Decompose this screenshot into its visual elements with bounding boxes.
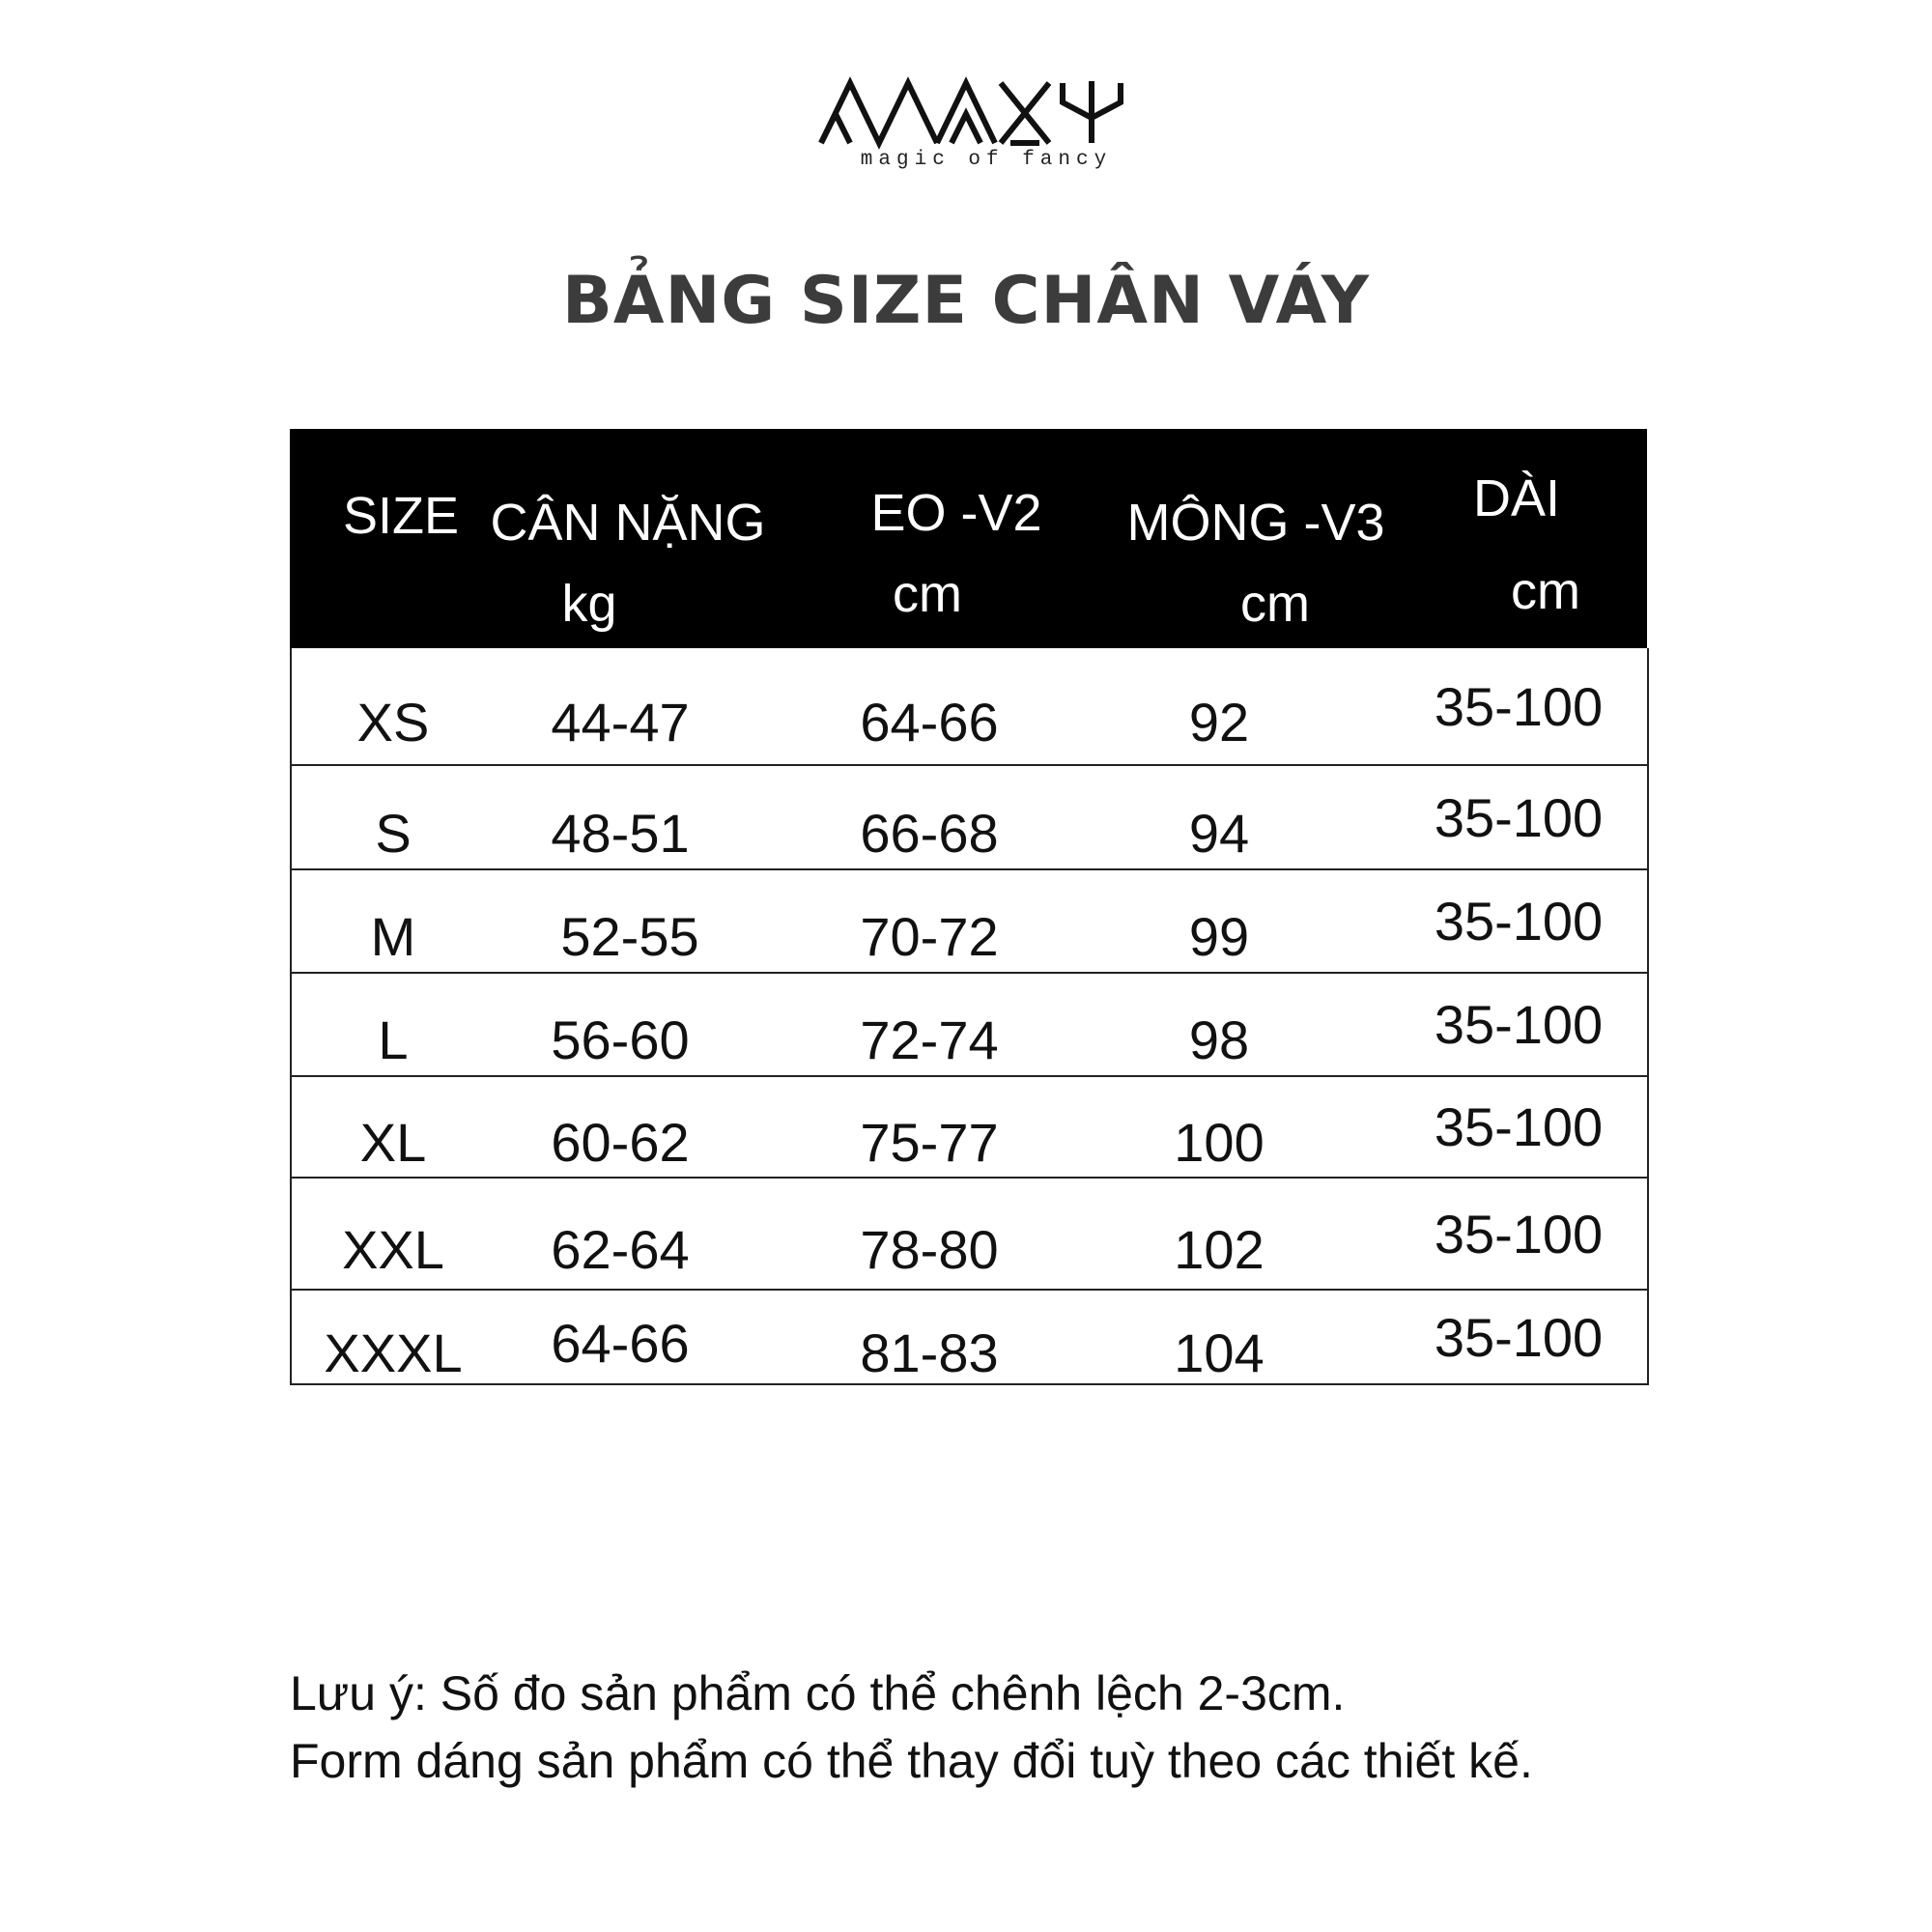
header-label: CÂN NẶNG	[490, 494, 766, 552]
cell-hip: 99	[1188, 906, 1250, 967]
cell-size: S	[375, 802, 412, 864]
brand-logo	[811, 73, 1140, 180]
cell-size: L	[378, 1009, 409, 1070]
cell-waist: 72-74	[860, 1009, 999, 1070]
header-unit: kg	[561, 575, 617, 633]
notes	[290, 1660, 1739, 1795]
cell-length: 35-100	[1434, 994, 1604, 1055]
table-body	[290, 648, 1649, 1385]
table-row	[292, 766, 1647, 870]
table-row	[292, 870, 1647, 974]
header-label: EO -V2	[870, 484, 1042, 542]
brand-tagline: magic of fancy	[860, 149, 1113, 171]
cell-size: XL	[359, 1112, 427, 1173]
cell-weight: 44-47	[551, 691, 690, 753]
header-size	[328, 475, 473, 556]
cell-weight: 62-64	[551, 1218, 690, 1280]
cell-waist: 75-77	[860, 1112, 999, 1173]
table-row	[292, 1291, 1647, 1383]
cell-hip: 104	[1174, 1321, 1264, 1383]
header-waist	[850, 472, 1063, 635]
maxy-logo-icon	[811, 73, 1140, 151]
cell-length: 35-100	[1434, 675, 1604, 737]
cell-hip: 102	[1174, 1218, 1264, 1280]
cell-waist: 78-80	[860, 1218, 999, 1280]
size-table	[290, 429, 1647, 1385]
cell-size: XXL	[342, 1218, 444, 1280]
cell-hip: 94	[1188, 802, 1250, 864]
header-label: SIZE	[342, 487, 460, 545]
table-row	[292, 648, 1647, 766]
cell-weight: 56-60	[551, 1009, 690, 1070]
cell-size: XXXL	[324, 1321, 463, 1383]
header-hip	[1121, 482, 1391, 644]
header-weight	[483, 482, 773, 644]
cell-size: XS	[356, 691, 430, 753]
cell-length: 35-100	[1434, 1203, 1604, 1264]
table-row	[292, 974, 1647, 1077]
cell-weight: 60-62	[551, 1112, 690, 1173]
note-line: Lưu ý: Số đo sản phẩm có thể chênh lệch 2-3cm.	[290, 1666, 1346, 1720]
cell-waist: 81-83	[860, 1321, 999, 1383]
header-length	[1420, 458, 1613, 632]
table-header	[290, 429, 1647, 648]
page-title: BẢNG SIZE CHÂN VÁY	[562, 263, 1370, 339]
cell-length: 35-100	[1434, 1306, 1604, 1368]
header-label: DÀI	[1472, 469, 1561, 527]
cell-weight: 52-55	[560, 906, 699, 967]
cell-length: 35-100	[1434, 786, 1604, 848]
cell-waist: 66-68	[860, 802, 999, 864]
header-label: MÔNG -V3	[1126, 494, 1385, 552]
cell-hip: 92	[1188, 691, 1250, 753]
header-unit: cm	[1511, 562, 1580, 620]
header-unit: cm	[893, 565, 962, 623]
cell-waist: 70-72	[860, 906, 999, 967]
cell-hip: 100	[1174, 1112, 1264, 1173]
cell-length: 35-100	[1434, 1096, 1604, 1157]
cell-waist: 64-66	[860, 691, 999, 753]
cell-size: M	[370, 906, 416, 967]
cell-length: 35-100	[1434, 891, 1604, 952]
table-row	[292, 1077, 1647, 1179]
note-line: Form dáng sản phẩm có thể thay đổi tuỳ theo các thiết kế.	[290, 1734, 1533, 1788]
table-row	[292, 1179, 1647, 1291]
cell-hip: 98	[1188, 1009, 1250, 1070]
cell-weight: 48-51	[551, 802, 690, 864]
header-unit: cm	[1240, 575, 1310, 633]
cell-weight: 64-66	[551, 1312, 690, 1374]
